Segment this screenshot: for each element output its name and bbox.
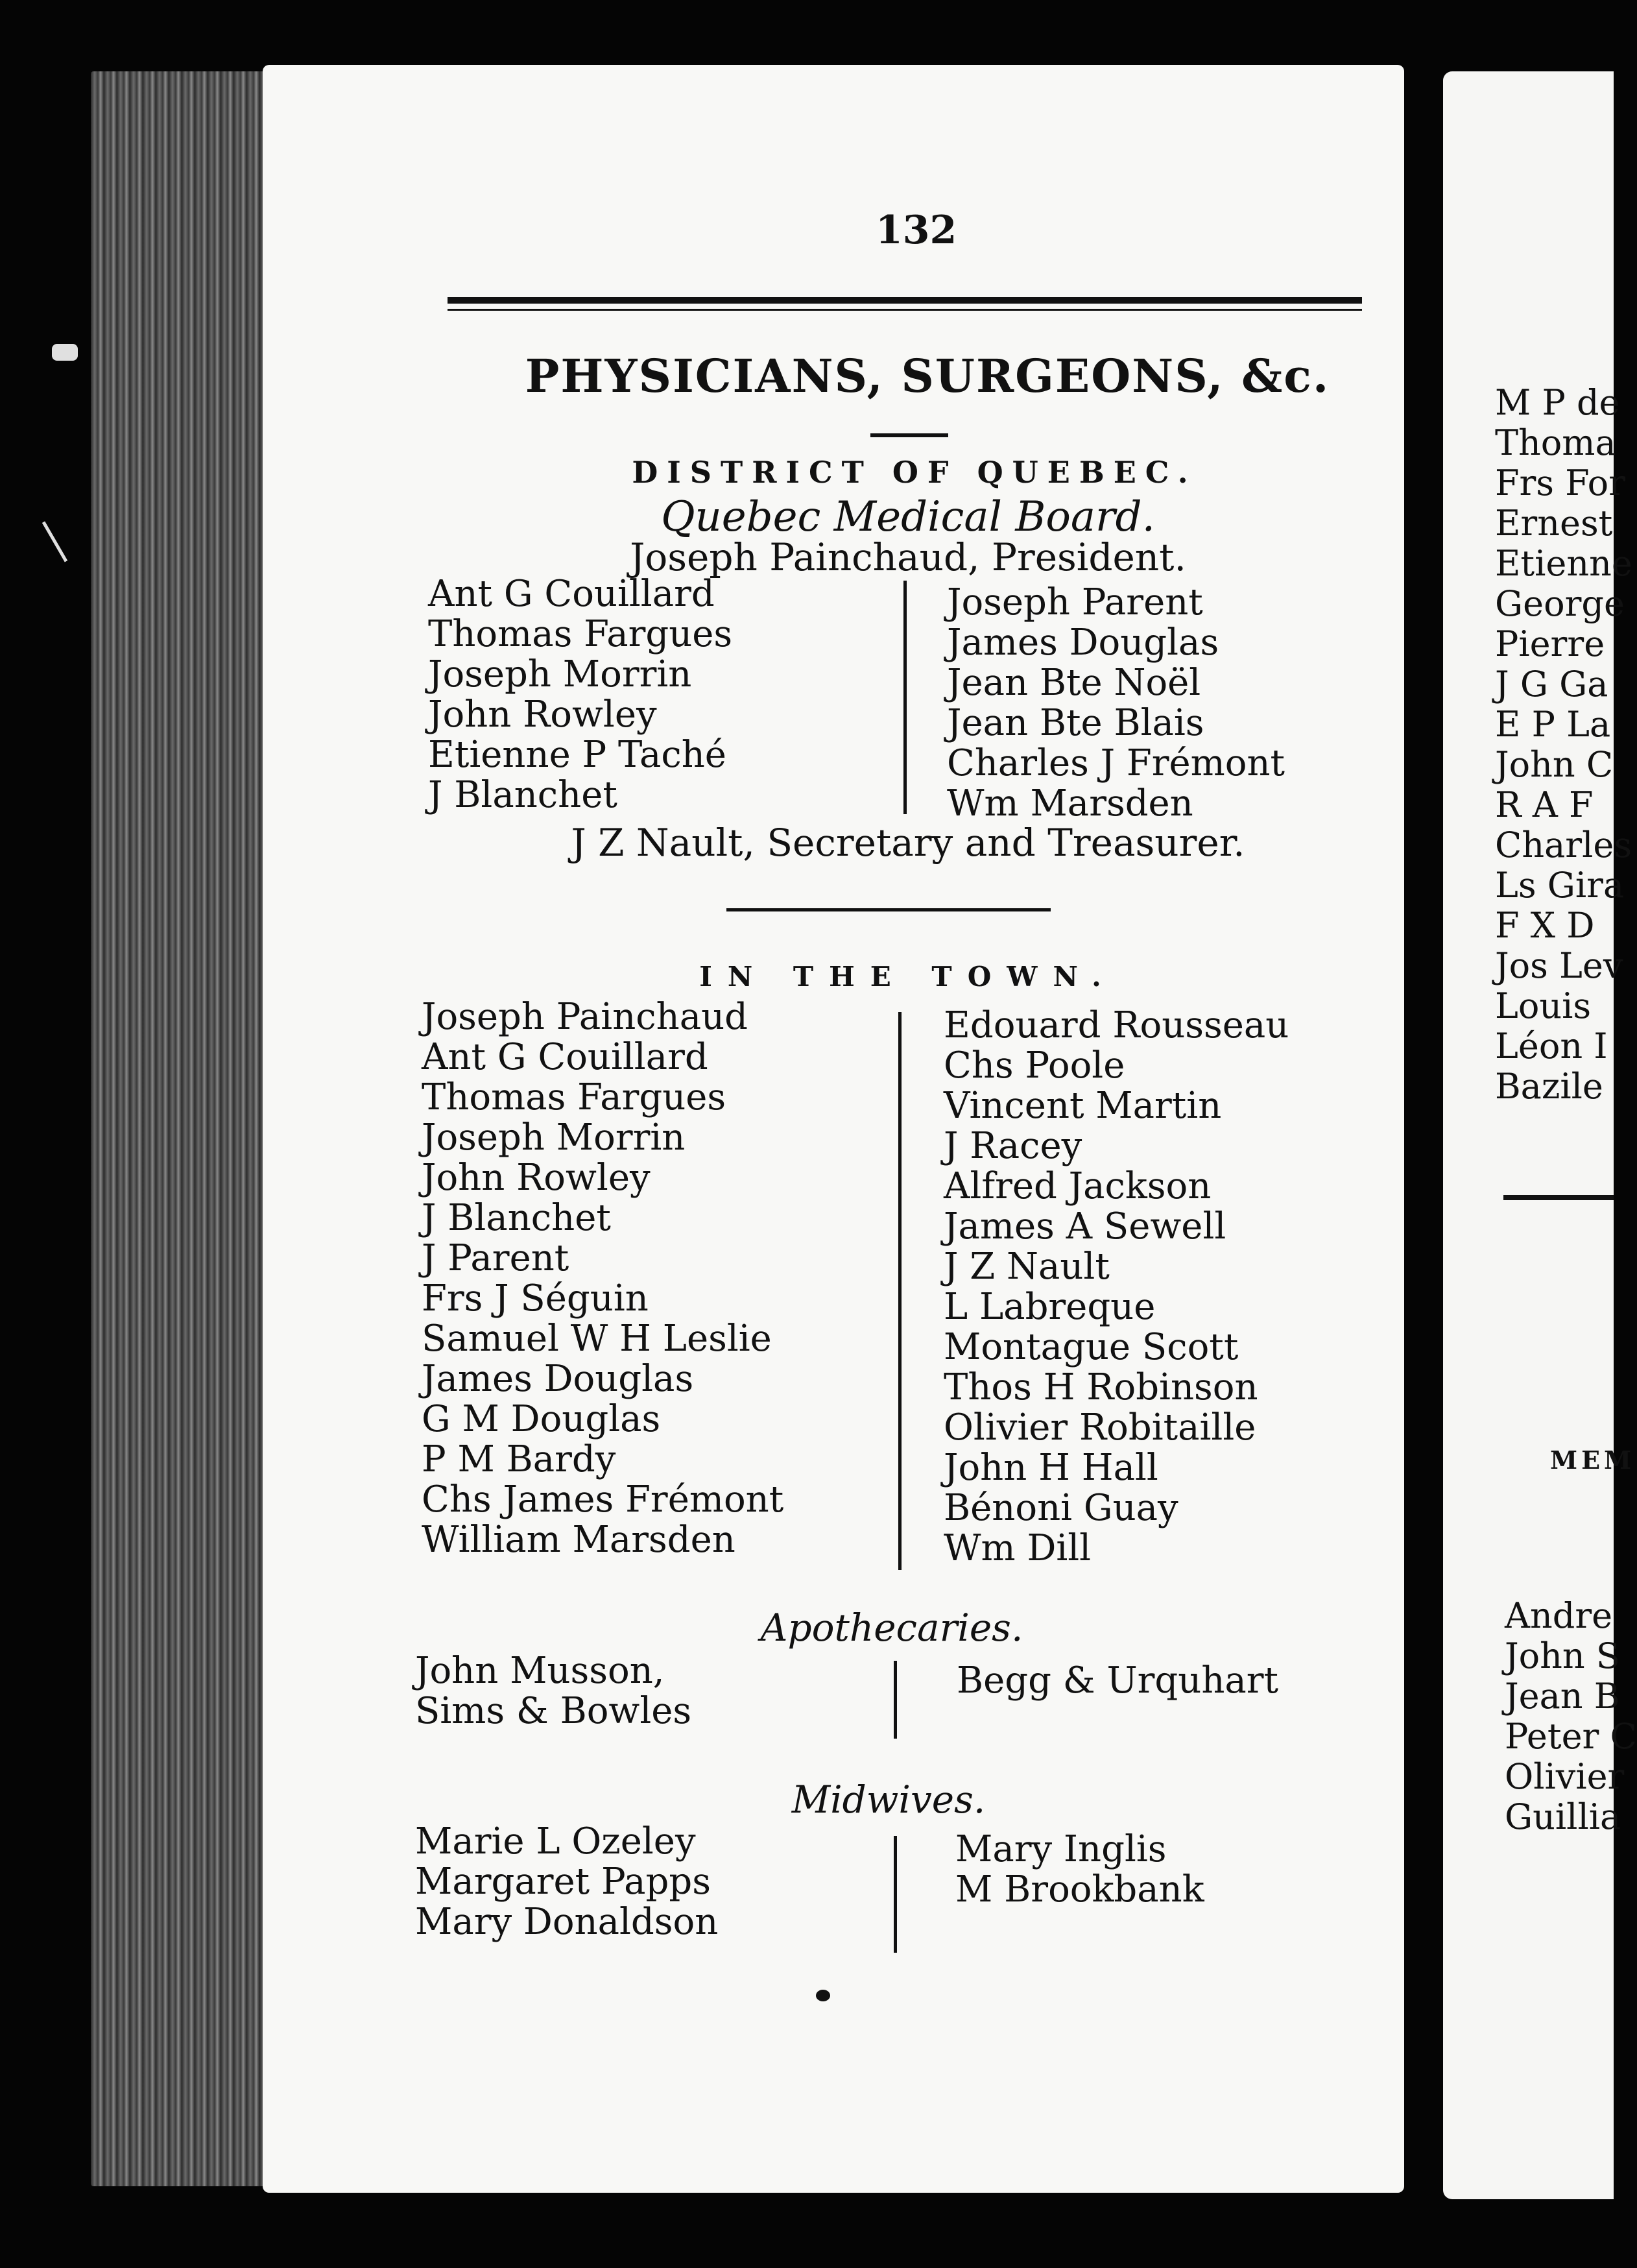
- town-right-list: [944, 1006, 1289, 1569]
- column-divider: [903, 581, 907, 814]
- list-item: Margaret Papps: [415, 1861, 711, 1903]
- list-item: Wm Dill: [944, 1527, 1092, 1569]
- list-item: Ant G Couillard: [422, 1036, 708, 1078]
- header-rule-thin: [448, 309, 1362, 311]
- list-item: James Douglas: [947, 621, 1219, 664]
- list-item: James Douglas: [422, 1358, 694, 1400]
- next-page-rule: [1503, 1195, 1614, 1200]
- list-item: Charles: [1495, 825, 1632, 865]
- list-item: Olivier: [1505, 1756, 1625, 1797]
- list-item: Sims & Bowles: [415, 1690, 692, 1732]
- list-item: J Z Nault: [944, 1246, 1110, 1288]
- scan-scratch: [42, 521, 67, 562]
- list-item: Ls Gira: [1495, 865, 1625, 906]
- list-item: E P La: [1495, 704, 1611, 745]
- list-item: Jean Bte Blais: [947, 702, 1204, 744]
- list-item: P M Bardy: [422, 1438, 616, 1480]
- list-item: Andre: [1505, 1595, 1613, 1636]
- list-item: Joseph Morrin: [422, 1116, 686, 1159]
- list-item: John H Hall: [944, 1447, 1158, 1489]
- list-item: Jean B: [1505, 1676, 1620, 1717]
- list-item: John Musson,: [415, 1650, 665, 1692]
- list-item: J Blanchet: [428, 774, 617, 816]
- list-item: Joseph Parent: [947, 581, 1203, 623]
- list-item: Chs James Frémont: [422, 1478, 784, 1521]
- midwives-heading: Midwives.: [791, 1778, 986, 1822]
- column-divider: [894, 1661, 897, 1739]
- list-item: Montague Scott: [944, 1326, 1239, 1368]
- midwives-right-list: [955, 1829, 1204, 1910]
- list-item: Olivier Robitaille: [944, 1406, 1256, 1449]
- list-item: J Parent: [422, 1237, 569, 1279]
- header-rule: [448, 297, 1362, 304]
- section-rule: [726, 908, 1051, 911]
- book-spine: [91, 71, 285, 2186]
- board-left-list: [428, 574, 732, 815]
- list-item: Peter C: [1505, 1716, 1637, 1757]
- list-item: J Racey: [944, 1125, 1082, 1167]
- list-item: Vincent Martin: [944, 1085, 1222, 1127]
- next-page-section-heading: MEM: [1550, 1445, 1636, 1475]
- list-item: M Brookbank: [955, 1868, 1204, 1911]
- list-item: M P de: [1495, 382, 1620, 423]
- list-item: John C: [1495, 744, 1614, 785]
- list-item: John Rowley: [428, 694, 657, 736]
- board-secretary: J Z Nault, Secretary and Treasurer.: [571, 821, 1245, 865]
- list-item: L Labreque: [944, 1286, 1156, 1328]
- list-item: Thos H Robinson: [944, 1366, 1258, 1408]
- list-item: J G Ga: [1495, 664, 1608, 705]
- page-number: 132: [876, 208, 957, 253]
- midwives-left-list: [415, 1822, 718, 1942]
- next-page-top-list: [1495, 383, 1632, 1107]
- list-item: Louis: [1495, 985, 1592, 1026]
- list-item: William Marsden: [422, 1519, 735, 1561]
- apothecaries-right-list: [957, 1661, 1278, 1701]
- list-item: Ant G Couillard: [428, 573, 715, 615]
- list-item: Frs For: [1495, 463, 1625, 503]
- list-item: Thoma: [1495, 422, 1616, 463]
- end-ornament: [816, 1990, 830, 2001]
- list-item: Léon I: [1495, 1026, 1608, 1067]
- list-item: George: [1495, 583, 1625, 624]
- list-item: Etienne: [1495, 543, 1632, 584]
- district-heading: DISTRICT OF QUEBEC.: [632, 455, 1197, 490]
- town-left-list: [422, 997, 783, 1560]
- list-item: Jos Lev: [1495, 945, 1623, 986]
- list-item: Begg & Urquhart: [957, 1659, 1279, 1702]
- list-item: Thomas Fargues: [428, 613, 733, 655]
- apothecaries-left-list: [415, 1651, 691, 1731]
- list-item: Mary Donaldson: [415, 1901, 719, 1943]
- column-divider: [894, 1836, 897, 1953]
- column-divider: [898, 1012, 902, 1570]
- list-item: James A Sewell: [944, 1205, 1226, 1248]
- in-town-heading: IN THE TOWN.: [699, 961, 1117, 993]
- list-item: Joseph Painchaud: [422, 996, 748, 1038]
- board-right-list: [947, 583, 1285, 824]
- list-item: Guillia: [1505, 1796, 1621, 1837]
- list-item: Wm Marsden: [947, 782, 1193, 825]
- list-item: Frs J Séguin: [422, 1277, 649, 1320]
- list-item: G M Douglas: [422, 1398, 661, 1440]
- list-item: R A F: [1495, 784, 1594, 825]
- list-item: Marie L Ozeley: [415, 1820, 696, 1863]
- list-item: F X D: [1495, 905, 1595, 946]
- list-item: Bénoni Guay: [944, 1487, 1178, 1529]
- list-item: Alfred Jackson: [944, 1165, 1212, 1207]
- medical-board-heading: Quebec Medical Board.: [661, 493, 1155, 541]
- list-item: Pierre: [1495, 623, 1605, 664]
- list-item: Edouard Rousseau: [944, 1004, 1289, 1046]
- next-page-bottom-list: [1505, 1596, 1637, 1837]
- list-item: Jean Bte Noël: [947, 662, 1201, 704]
- page-heading: PHYSICIANS, SURGEONS, &c.: [525, 349, 1330, 403]
- heading-rule: [870, 433, 948, 437]
- list-item: Mary Inglis: [955, 1828, 1167, 1870]
- list-item: John Rowley: [422, 1157, 651, 1199]
- list-item: Charles J Frémont: [947, 742, 1285, 784]
- list-item: Chs Poole: [944, 1044, 1125, 1087]
- list-item: J Blanchet: [422, 1197, 611, 1239]
- list-item: Thomas Fargues: [422, 1076, 726, 1118]
- list-item: John S: [1505, 1635, 1620, 1676]
- list-item: Joseph Morrin: [428, 653, 692, 695]
- scan-speck: [52, 344, 78, 361]
- board-president: Joseph Painchaud, President.: [630, 535, 1186, 579]
- list-item: Ernest: [1495, 503, 1613, 544]
- apothecaries-heading: Apothecaries.: [760, 1606, 1023, 1650]
- list-item: Etienne P Taché: [428, 734, 726, 776]
- list-item: Samuel W H Leslie: [422, 1318, 772, 1360]
- list-item: Bazile: [1495, 1066, 1603, 1107]
